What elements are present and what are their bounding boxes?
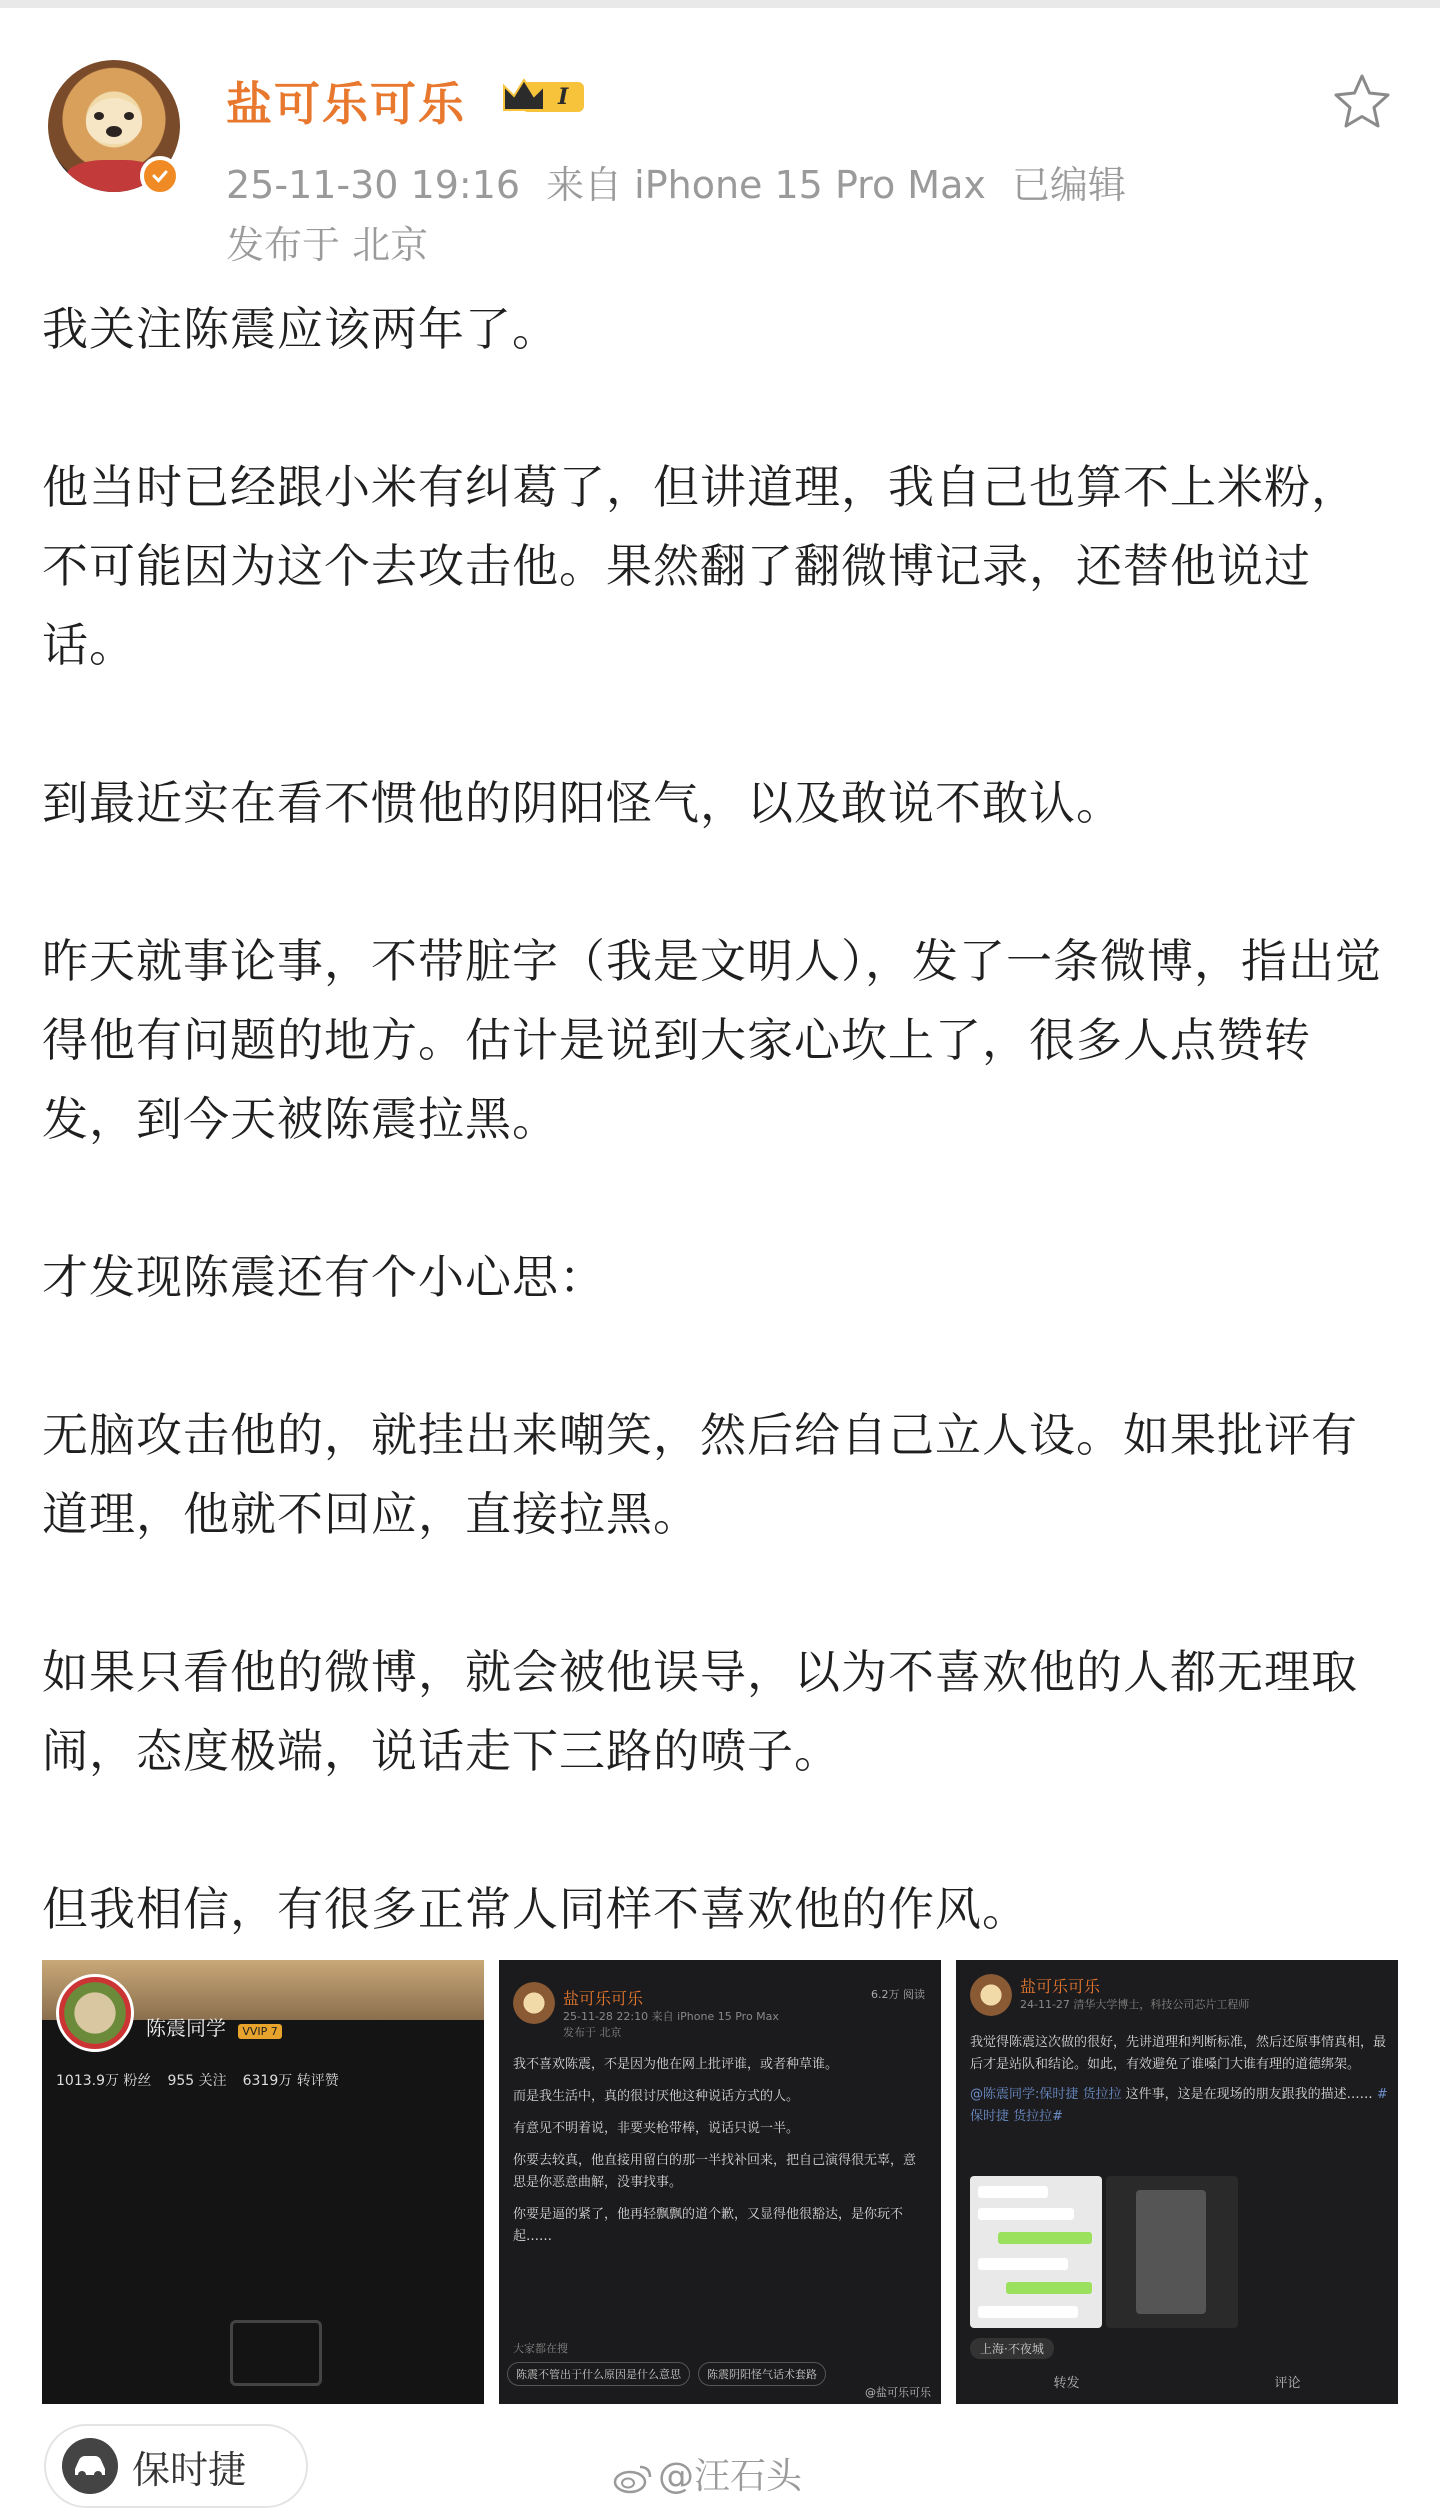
post-paragraph: 他当时已经跟小米有纠葛了，但讲道理，我自己也算不上米粉，不可能因为这个去攻击他。果然翻了翻微博记录，还替他说过话。 bbox=[42, 460, 1358, 672]
post-body bbox=[42, 290, 1402, 1949]
photo-thumb bbox=[1106, 2176, 1238, 2328]
screenshot-watermark: @盐可乐可乐 bbox=[865, 2386, 931, 2399]
favorite-star-icon[interactable] bbox=[1330, 70, 1394, 134]
post-paragraph: 如果只看他的微博，就会被他误导，以为不喜欢他的人都无理取闹，态度极端，说话走下三路的喷子。 bbox=[42, 1645, 1358, 1778]
screenshot-avatar bbox=[970, 1974, 1012, 2016]
timestamp: 25-11-30 19:16 bbox=[226, 163, 521, 207]
post-paragraph: 但我相信，有很多正常人同样不喜欢他的作风。 bbox=[42, 1882, 1029, 1936]
screenshot-avatar bbox=[513, 1982, 555, 2024]
post-paragraph: 无脑攻击他的，就挂出来嘲笑，然后给自己立人设。如果批评有道理，他就不回应，直接拉黑。 bbox=[42, 1408, 1358, 1541]
vip-level: I bbox=[558, 84, 569, 110]
author-name[interactable]: 盐可乐可乐 bbox=[226, 77, 466, 131]
car-icon bbox=[62, 2438, 118, 2494]
post-paragraph: 到最近实在看不惯他的阴阳怪气，以及敢说不敢认。 bbox=[42, 776, 1123, 830]
screenshot-actions: 转发 评论 bbox=[1053, 2376, 1301, 2391]
profile-stats: 1013.9万 粉丝 955 关注 6319万 转评赞 bbox=[56, 2073, 339, 2089]
screenshot-views: 6.2万 阅读 bbox=[871, 1988, 925, 2001]
chat-screenshot-thumb bbox=[970, 2176, 1102, 2328]
edited-label[interactable]: 已编辑 bbox=[1011, 163, 1126, 207]
top-divider bbox=[0, 0, 1440, 8]
post-paragraph: 昨天就事论事，不带脏字（我是文明人），发了一条微博，指出觉得他有问题的地方。估计是说到大家心坎上了，很多人点赞转发，到今天被陈震拉黑。 bbox=[42, 934, 1382, 1146]
post-header bbox=[40, 60, 1400, 280]
image-thumbnail-1[interactable] bbox=[42, 1960, 484, 2404]
image-grid bbox=[42, 1960, 1398, 2404]
post-meta bbox=[226, 154, 1152, 209]
profile-avatar bbox=[56, 1974, 134, 2052]
image-thumbnail-3[interactable] bbox=[956, 1960, 1398, 2404]
image-thumbnail-2[interactable] bbox=[499, 1960, 941, 2404]
verified-badge-icon bbox=[140, 156, 180, 196]
search-suggestions: 陈震不管出于什么原因是什么意思 陈震阴阳怪气话术套路 bbox=[507, 2362, 834, 2386]
location-tag: 上海·不夜城 bbox=[970, 2338, 1054, 2359]
screenshot-author: 盐可乐可乐 bbox=[563, 1989, 644, 2008]
screenshot-meta: 24-11-27 清华大学博士，科技公司芯片工程师 bbox=[1020, 1998, 1250, 2011]
screenshot-text: 我觉得陈震这次做的很好，先讲道理和判断标准，然后还原事情真相，最后才是站队和结论。如此，有效避免了谁嗓门大谁有理的道德绑架。 @陈震同学:保时捷 货拉拉 这件事，这是在现场的朋友跟我的描述…… #保时捷 货拉拉# bbox=[970, 2035, 1388, 2124]
vip-crown-icon[interactable] bbox=[500, 72, 588, 120]
post-location: 发布于 北京 bbox=[226, 223, 429, 267]
source: 来自 iPhone 15 Pro Max bbox=[546, 163, 986, 207]
profile-name: 陈震同学 VVIP 7 bbox=[146, 2012, 282, 2041]
screenshot-meta: 25-11-28 22:10 来自 iPhone 15 Pro Max 发布于 北京 bbox=[563, 2010, 779, 2039]
post-paragraph: 才发现陈震还有个小心思： bbox=[42, 1250, 606, 1304]
image-watermark: @汪石头 bbox=[612, 2448, 802, 2499]
post-paragraph: 我关注陈震应该两年了。 bbox=[42, 302, 559, 356]
empty-inbox-icon bbox=[230, 2320, 322, 2386]
topic-label: 保时捷 bbox=[132, 2447, 247, 2492]
weibo-logo-icon bbox=[612, 2461, 654, 2495]
screenshot-author: 盐可乐可乐 bbox=[1020, 1977, 1101, 1996]
screenshot-text: 我不喜欢陈震，不是因为他在网上批评谁，或者种草谁。 而是我生活中，真的很讨厌他这种说话方式的人。 有意见不明着说，非要夹枪带棒，说话只说一半。 你要去较真，他直接用留白的那一半找补回来，把自己演得很无辜，意思是你恶意曲解，没事找事。 你要是逼的紧了，他再轻飘飘的道个歉，又显得他很豁达，是你玩不起…… bbox=[513, 2057, 917, 2244]
search-label: 大家都在搜 bbox=[513, 2342, 568, 2355]
topic-chip[interactable] bbox=[44, 2424, 308, 2508]
